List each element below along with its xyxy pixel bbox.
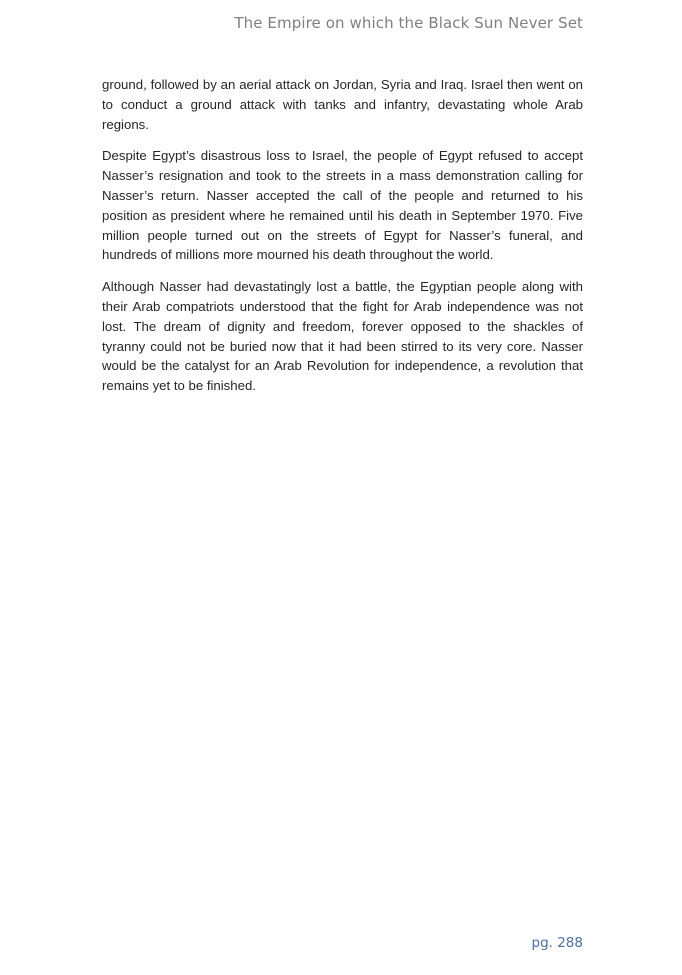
page-number: pg. 288 (531, 935, 583, 951)
body-text (102, 75, 583, 408)
paragraph-1: ground, followed by an aerial attack on Jordan, Syria and Iraq. Israel then went on to conduct a ground attack with tanks and infantry, devastating whole Arab regions. (102, 77, 583, 132)
running-header: The Empire on which the Black Sun Never Set (234, 14, 583, 32)
paragraph-3: Although Nasser had devastatingly lost a battle, the Egyptian people along with their Arab compatriots understood that the fight for Arab independence was not lost. The dream of dignity and freedom, forever opposed to the shackles of tyranny could not be buried now that it had been stirred to its very core. Nasser would be the catalyst for an Arab Revolution for independence, a revolution that remains yet to be finished. (102, 279, 583, 394)
paragraph-2: Despite Egypt’s disastrous loss to Israel, the people of Egypt refused to accept Nasser’s resignation and took to the streets in a mass demonstration calling for Nasser’s return. Nasser accepted the call of the people and returned to his position as president where he remained until his death in September 1970. Five million people turned out on the streets of Egypt for Nasser’s funeral, and hundreds of millions more mourned his death throughout the world. (102, 148, 583, 263)
